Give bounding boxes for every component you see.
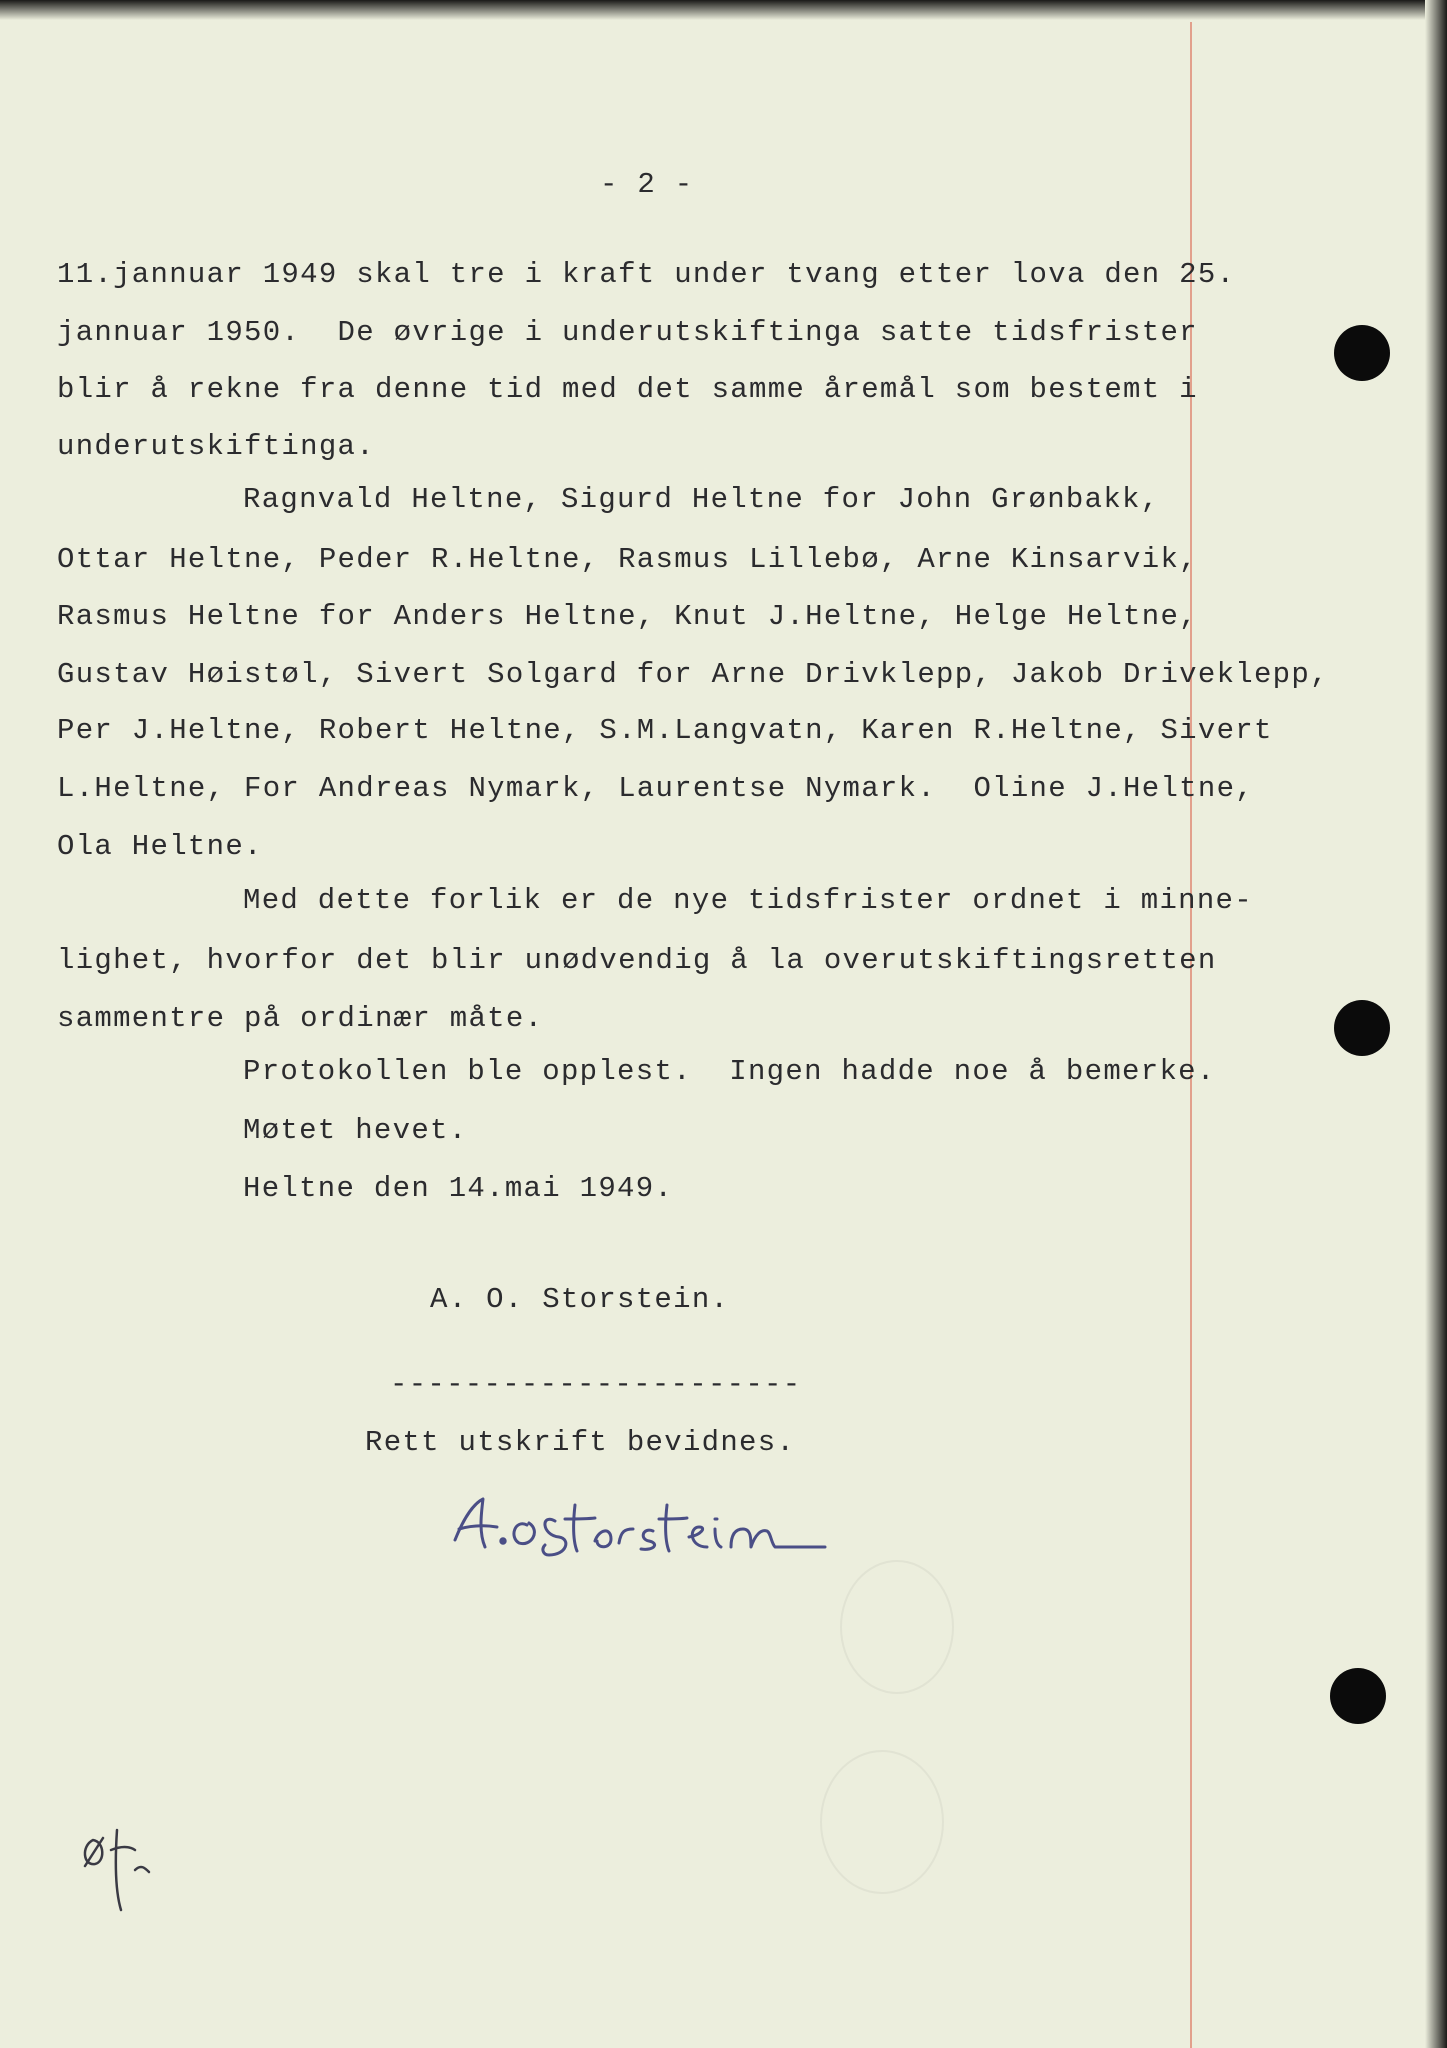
text-line: jannuar 1950. De øvrige i underutskiftinga satte tidsfrister [57, 316, 1198, 349]
text-line: sammentre på ordinær måte. [57, 1002, 544, 1035]
text-line: Heltne den 14.mai 1949. [243, 1172, 674, 1205]
scan-edge-right [1425, 0, 1447, 2048]
text-line: Rasmus Heltne for Anders Heltne, Knut J.Heltne, Helge Heltne, [57, 600, 1198, 633]
text-line: Protokollen ble opplest. Ingen hadde noe å bemerke. [243, 1055, 1216, 1088]
certification-text: Rett utskrift bevidnes. [365, 1426, 796, 1459]
text-line: Per J.Heltne, Robert Heltne, S.M.Langvatn, Karen R.Heltne, Sivert [57, 714, 1273, 747]
text-line: Ottar Heltne, Peder R.Heltne, Rasmus Lillebø, Arne Kinsarvik, [57, 543, 1198, 576]
signature-rule: ---------------------- [390, 1368, 802, 1401]
punch-hole-icon [1330, 1668, 1386, 1724]
handwritten-initials [75, 1810, 165, 1920]
text-line: blir å rekne fra denne tid med det samme åremål som bestemt i [57, 373, 1198, 406]
bleed-through-mark [840, 1560, 954, 1694]
text-line: Ragnvald Heltne, Sigurd Heltne for John Grønbakk, [243, 483, 1160, 516]
text-line: Møtet hevet. [243, 1114, 468, 1147]
punch-hole-icon [1334, 1000, 1390, 1056]
text-line: 11.jannuar 1949 skal tre i kraft under tvang etter lova den 25. [57, 258, 1236, 291]
text-line: lighet, hvorfor det blir unødvendig å la overutskiftingsretten [57, 944, 1217, 977]
bleed-through-mark [820, 1750, 944, 1894]
text-line: L.Heltne, For Andreas Nymark, Laurentse Nymark. Oline J.Heltne, [57, 772, 1254, 805]
text-line: underutskiftinga. [57, 430, 375, 463]
text-line: Med dette forlik er de nye tidsfrister ordnet i minne- [243, 884, 1253, 917]
text-line: Gustav Høistøl, Sivert Solgard for Arne Drivklepp, Jakob Driveklepp, [57, 658, 1329, 691]
punch-hole-icon [1334, 325, 1390, 381]
signatory-name: A. O. Storstein. [430, 1283, 730, 1316]
page-number: - 2 - [600, 168, 694, 201]
handwritten-signature [445, 1485, 875, 1575]
text-line: Ola Heltne. [57, 830, 263, 863]
scan-edge-top [0, 0, 1447, 20]
